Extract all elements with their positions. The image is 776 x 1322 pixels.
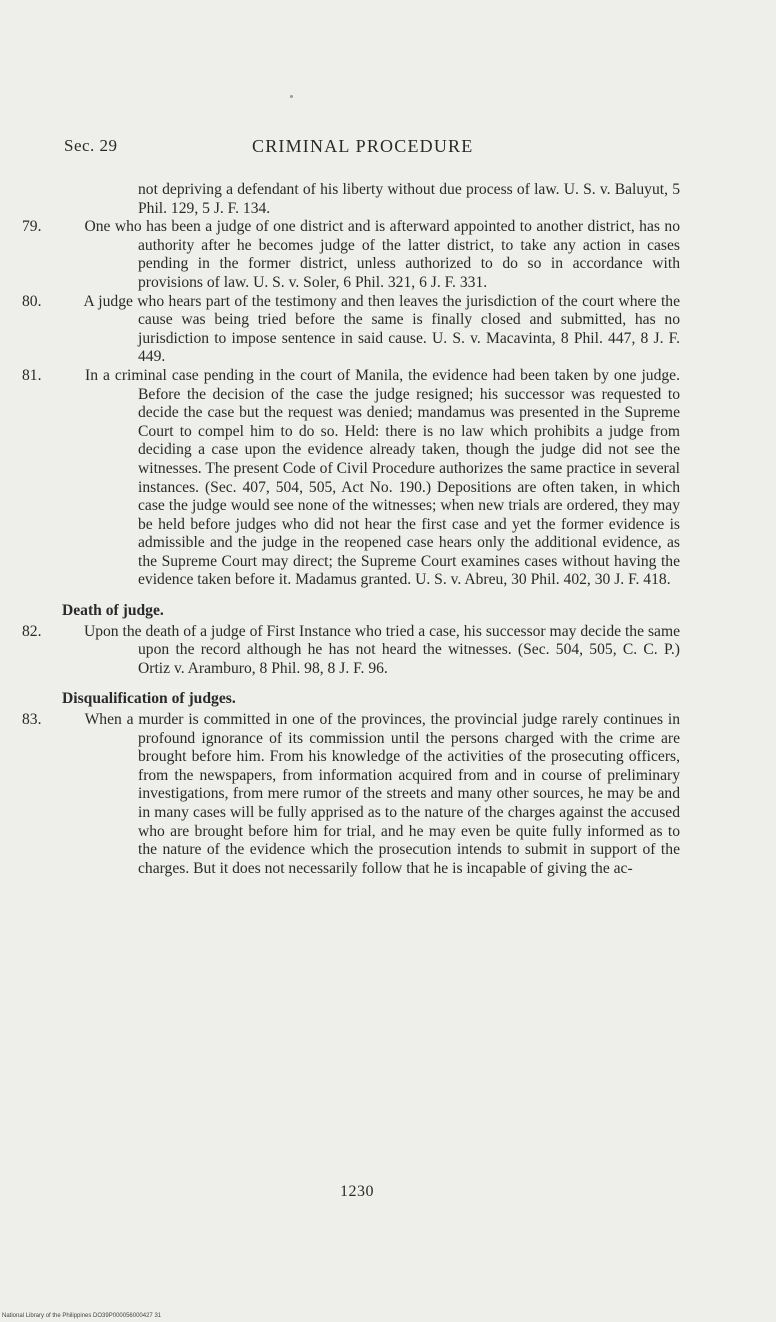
item-83: 83. When a murder is committed in one of the provinces, the provincial judge rarely continues in profound ignorance of its commission until the persons charged with the crime are brought before him. From his knowledge of the activities of the prosecuting officers, from the newspapers, from information acquired from and in course of preliminary investigations, from mere rumor of the streets and many other sources, he may be and in many cases will be fully apprised as to the nature of the charges against the accused who are brought before him for trial, and he may even be quite fully informed as to the nature of the evidence which the prosecution intends to submit in support of the charges. But it does not necessarily follow that he is incapable of giving the ac-	[22, 711, 680, 877]
item-82: 82. Upon the death of a judge of First Instance who tried a case, his successor may decide the same upon the record although he has not heard the witnesses. (Sec. 504, 505, C. C. P.) Ortiz v. Aramburo, 8 Phil. 98, 8 J. F. 96.	[22, 622, 680, 677]
library-footer: National Library of the Philippines DO39P000056000427 31	[2, 1313, 162, 1319]
item-text: One who has been a judge of one district and is afterward appointed to another district, has no authority after he becomes judge of the latter district, to take any action in cases pending in the former district, unless authorized to do so in accordance with provisions of law. U. S. v. Soler, 6 Phil. 321, 6 J. F. 331.	[84, 218, 681, 291]
heading-disqualification: Disqualification of judges.	[62, 690, 236, 708]
item-81: 81. In a criminal case pending in the court of Manila, the evidence had been taken by one judge. Before the decision of the case the judge resigned; his successor was requested to decide the case but the request was denied; mandamus was presented in the Supreme Court to compel him to do so. Held: there is no law which prohibits a judge from deciding a case upon the evidence already taken, though the judge did not see the witnesses. The present Code of Civil Procedure authorizes the same practice in several instances. (Sec. 407, 504, 505, Act No. 190.) Depositions are often taken, in which case the judge would see none of the witnesses; when new trials are ordered, they may be held before judges who did not hear the first case and yet the former evidence is admissible and the judge in the reopened case hears only the additional evidence, as the Supreme Court may direct; the Supreme Court examines cases without having the evidence taken before it. Madamus granted. U. S. v. Abreu, 30 Phil. 402, 30 J. F. 418.	[22, 366, 680, 589]
running-title: CRIMINAL PROCEDURE	[252, 136, 474, 156]
scan-speck	[290, 95, 293, 98]
page-body	[22, 181, 681, 878]
item-text: In a criminal case pending in the court of Manila, the evidence had been taken by one judge. Before the decision of the case the judge resigned; his successor was requested to decide the case but the request was denied; mandamus was presented in the Supreme Court to compel him to do so. Held: there is no law which prohibits a judge from deciding a case upon the evidence already taken, though the judge did not see the witnesses. The present Code of Civil Procedure authorizes the same practice in several instances. (Sec. 407, 504, 505, Act No. 190.) Depositions are often taken, in which case the judge would see none of the witnesses; when new trials are ordered, they may be held before judges who did not hear the first case and yet the former evidence is admissible and the judge in the reopened case hears only the additional evidence, as the Supreme Court may direct; the Supreme Court examines cases without having the evidence taken before it. Madamus granted. U. S. v. Abreu, 30 Phil. 402, 30 J. F. 418.	[85, 366, 680, 589]
section-label: Sec. 29	[64, 136, 118, 155]
item-text: A judge who hears part of the testimony and then leaves the jurisdiction of the court where the cause was being tried before the same is finally closed and submitted, has no jurisdiction to impose sentence in said cause. U. S. v. Macavinta, 8 Phil. 447, 8 J. F. 449.	[83, 292, 680, 366]
heading-death-of-judge: Death of judge.	[62, 602, 164, 620]
page-number: 1230	[340, 1183, 374, 1200]
item-80: 80. A judge who hears part of the testimony and then leaves the jurisdiction of the court where the cause was being tried before the same is finally closed and submitted, has no jurisdiction to impose sentence in said cause. U. S. v. Macavinta, 8 Phil. 447, 8 J. F. 449.	[22, 292, 680, 366]
continued-paragraph: not depriving a defendant of his liberty without due process of law. U. S. v. Baluyut, 5 Phil. 129, 5 J. F. 134.	[138, 181, 680, 217]
item-text: When a murder is committed in one of the provinces, the provincial judge rarely continues in profound ignorance of its commission until the persons charged with the crime are brought before him. From his knowledge of the activities of the prosecuting officers, from the newspapers, from information acquired from and in course of preliminary investigations, from mere rumor of the streets and many other sources, he may be and in many cases will be fully apprised as to the nature of the charges against the accused who are brought before him for trial, and he may even be quite fully informed as to the nature of the evidence which the prosecution intends to submit in support of the charges. But it does not necessarily follow that he is incapable of giving the ac-	[84, 711, 680, 877]
item-text: Upon the death of a judge of First Instance who tried a case, his successor may decide the same upon the record although he has not heard the witnesses. (Sec. 504, 505, C. C. P.) Ortiz v. Aramburo, 8 Phil. 98, 8 J. F. 96.	[83, 622, 680, 677]
item-79: 79. One who has been a judge of one district and is afterward appointed to another district, has no authority after he becomes judge of the latter district, to take any action in cases pending in the former district, unless authorized to do so in accordance with provisions of law. U. S. v. Soler, 6 Phil. 321, 6 J. F. 331.	[22, 218, 681, 291]
